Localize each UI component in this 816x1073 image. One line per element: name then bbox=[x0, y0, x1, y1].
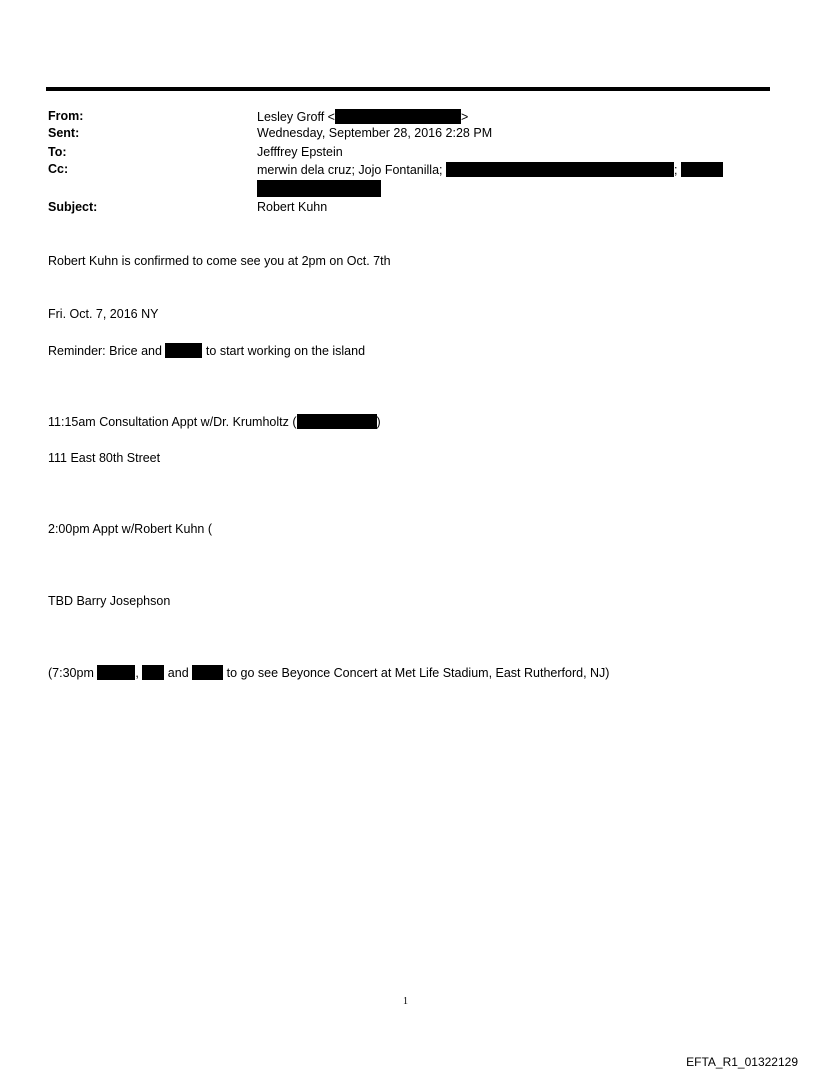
redaction-block bbox=[142, 665, 164, 680]
from-label: From: bbox=[48, 109, 84, 123]
redaction-block bbox=[335, 109, 461, 124]
redaction-block bbox=[192, 665, 223, 680]
cc-label: Cc: bbox=[48, 162, 69, 176]
concert-time: (7:30pm bbox=[48, 666, 94, 680]
to-value: Jefffrey Epstein bbox=[257, 145, 343, 159]
bates-number: EFTA_R1_01322129 bbox=[686, 1055, 798, 1069]
to-label: To: bbox=[48, 145, 67, 159]
reminder-text-end: to start working on the island bbox=[205, 344, 366, 358]
reminder-text-start: Reminder: Brice and bbox=[48, 344, 162, 358]
consultation-text: 11:15am Consultation Appt w/Dr. Krumholtz ( bbox=[48, 415, 297, 429]
from-value bbox=[257, 109, 468, 124]
body-line-consultation bbox=[48, 414, 381, 429]
redaction-block bbox=[165, 343, 202, 358]
body-line-confirmation: Robert Kuhn is confirmed to come see you at 2pm on Oct. 7th bbox=[48, 254, 391, 268]
sent-label: Sent: bbox=[48, 126, 80, 140]
from-close: > bbox=[460, 110, 469, 124]
redaction-block bbox=[97, 665, 135, 680]
body-line-appointment: 2:00pm Appt w/Robert Kuhn ( bbox=[48, 522, 212, 536]
sent-value: Wednesday, September 28, 2016 2:28 PM bbox=[257, 126, 493, 140]
cc-names: merwin dela cruz; Jojo Fontanilla; bbox=[257, 163, 443, 177]
body-line-tbd: TBD Barry Josephson bbox=[48, 594, 171, 608]
body-line-date: Fri. Oct. 7, 2016 NY bbox=[48, 307, 159, 321]
concert-text: to go see Beyonce Concert at Met Life Stadium, East Rutherford, NJ) bbox=[226, 666, 610, 680]
page-number: 1 bbox=[403, 996, 408, 1007]
subject-value: Robert Kuhn bbox=[257, 200, 328, 214]
body-line-reminder bbox=[48, 343, 365, 358]
body-line-address: 111 East 80th Street bbox=[48, 451, 161, 465]
header-rule bbox=[46, 87, 770, 91]
concert-and: and bbox=[167, 666, 189, 680]
from-name: Lesley Groff < bbox=[257, 110, 335, 124]
concert-comma: , bbox=[135, 666, 139, 680]
cc-value bbox=[257, 162, 723, 177]
body-line-concert bbox=[48, 665, 609, 680]
redaction-block bbox=[257, 180, 381, 197]
redaction-block bbox=[446, 162, 674, 177]
redaction-block bbox=[297, 414, 377, 429]
consultation-close: ) bbox=[376, 415, 381, 429]
subject-label: Subject: bbox=[48, 200, 98, 214]
redaction-block bbox=[681, 162, 723, 177]
cc-separator: ; bbox=[673, 163, 678, 177]
